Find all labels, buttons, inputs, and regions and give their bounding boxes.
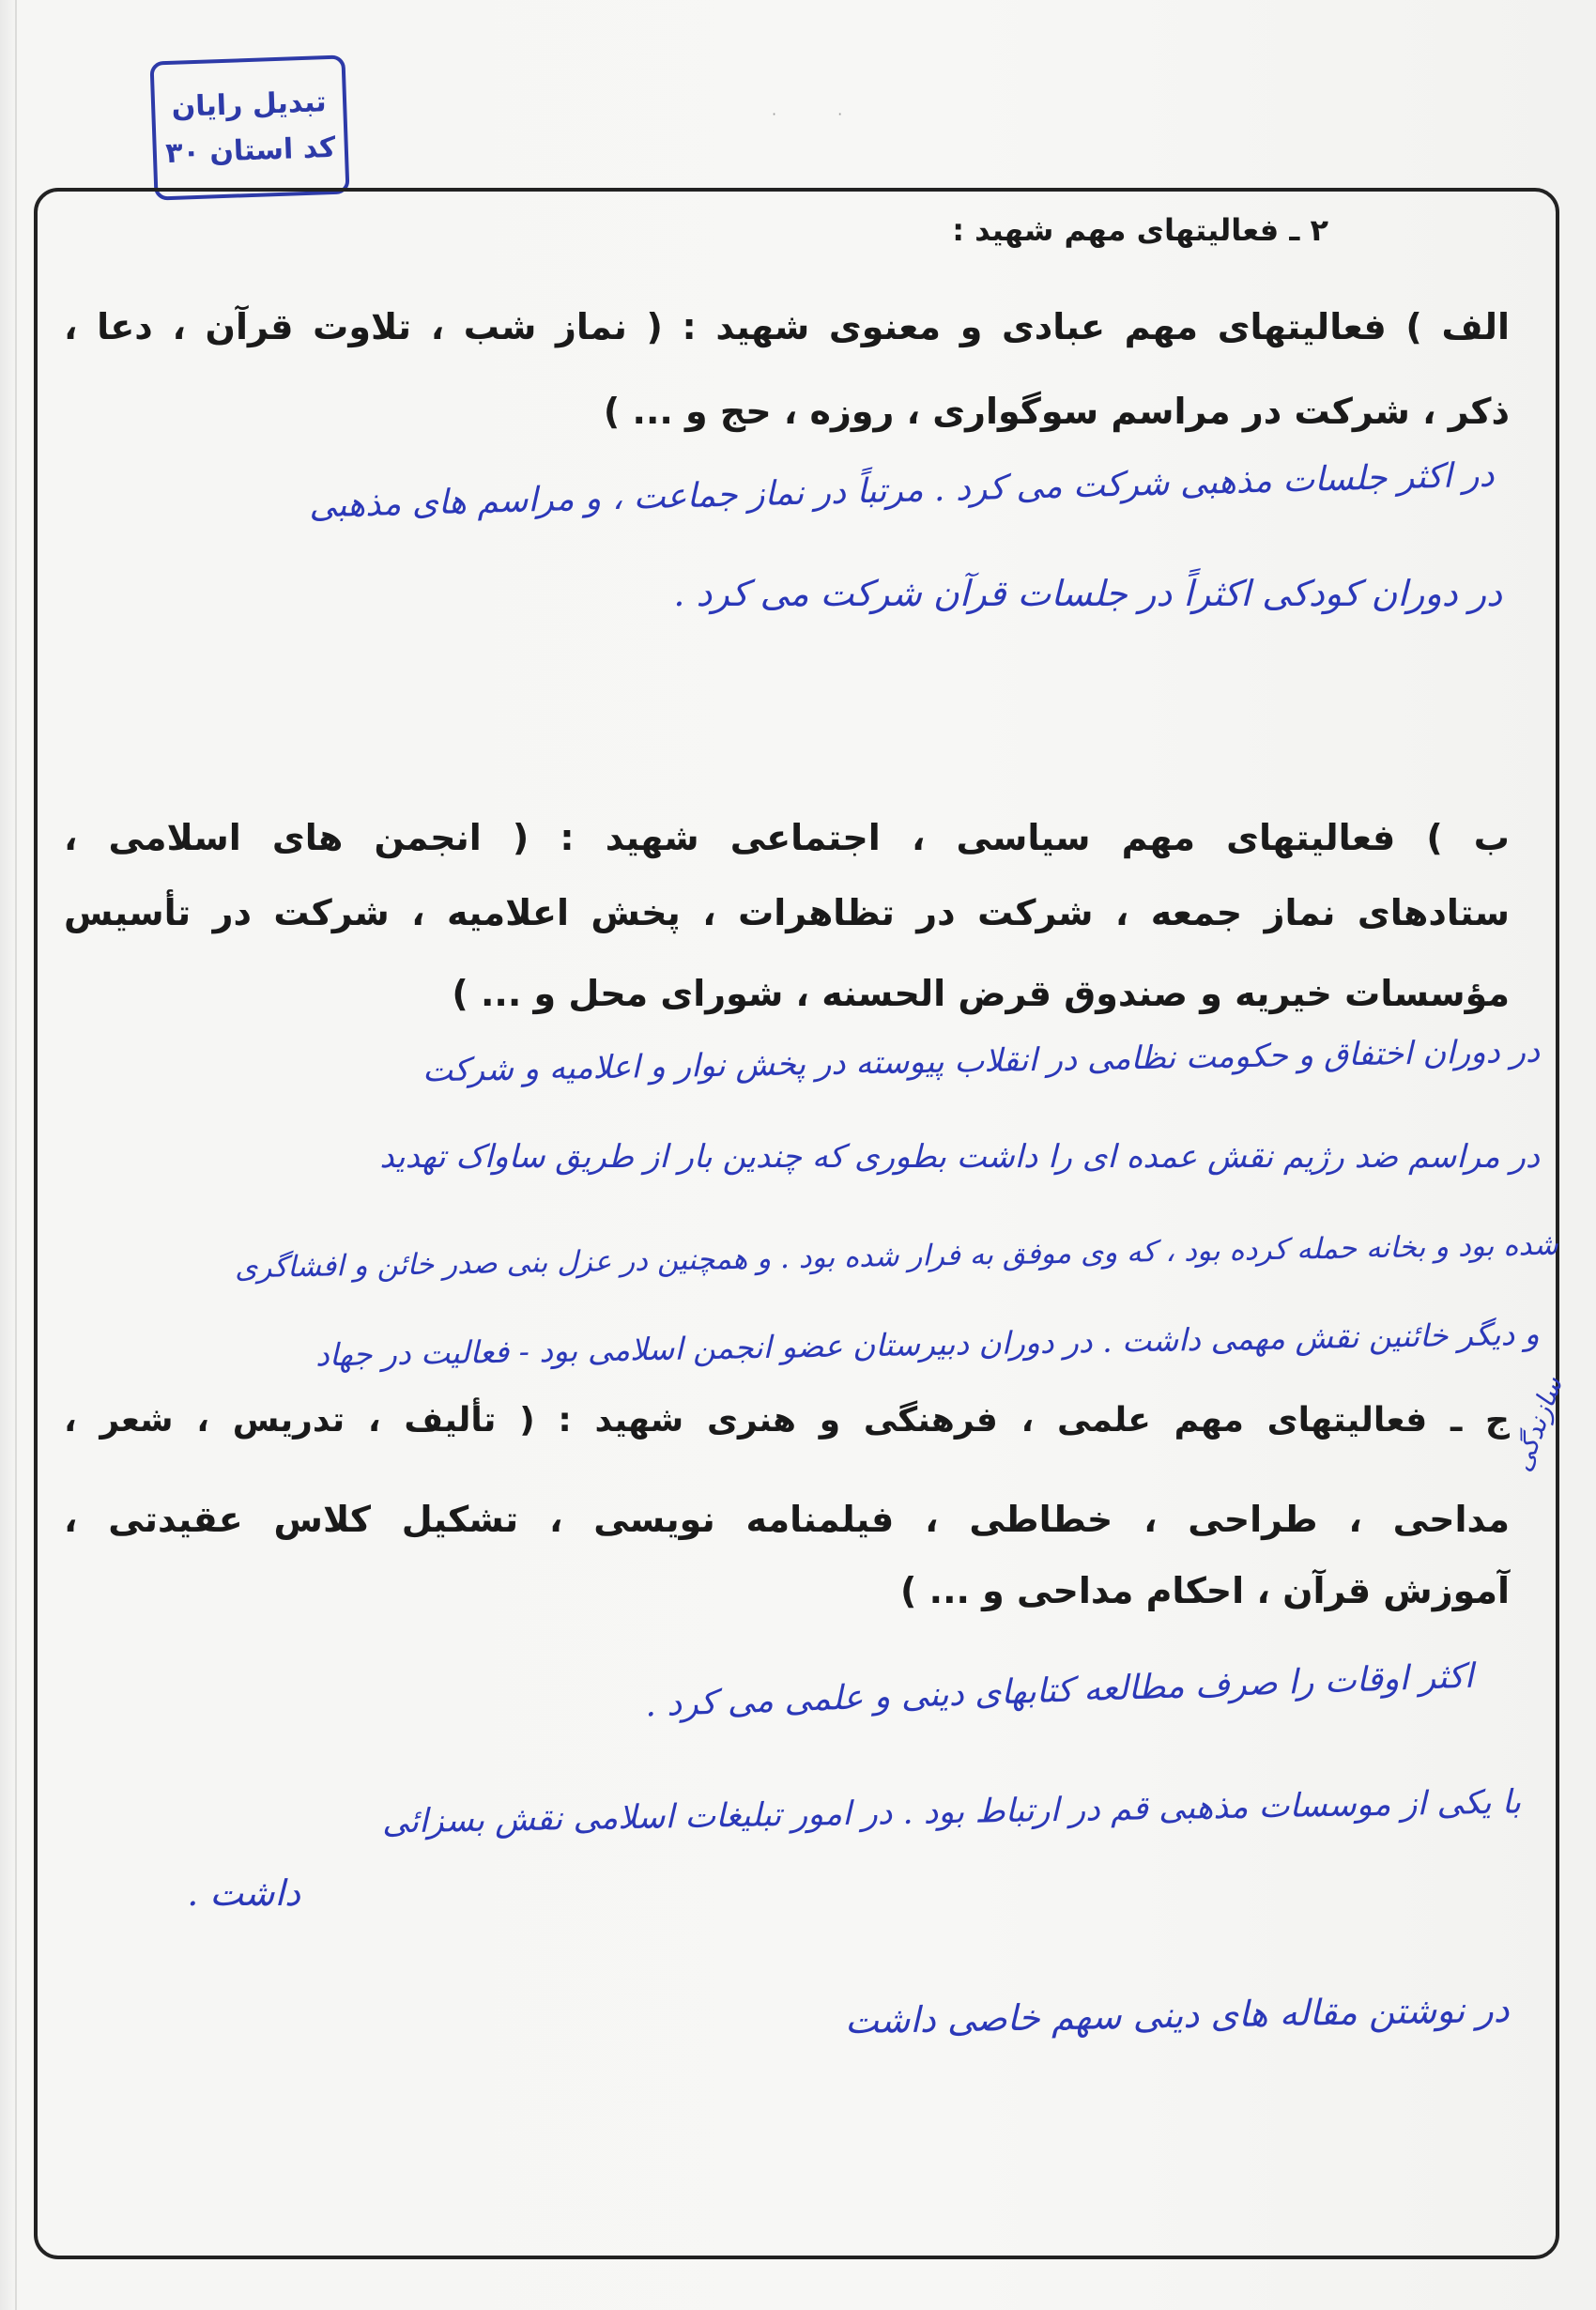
part-b-handwritten-line-2: در مراسم ضد رژیم نقش عمده ای را داشت بطوری که چندین بار از طریق ساواک تهدید <box>379 1138 1540 1176</box>
part-a-handwritten-line-1: در اکثر جلسات مذهبی شرکت می کرد . مرتباً در نماز جماعت ، و مراسم های مذهبی <box>308 455 1496 526</box>
part-a-printed-line-1: الف ) فعالیتهای مهم عبادی و معنوی شهید : ( نماز شب ، تلاوت قرآن ، دعا ، <box>64 306 1510 347</box>
part-c-handwritten-line-3: داشت . <box>187 1872 300 1914</box>
part-b-printed-line-1: ب ) فعالیتهای مهم سیاسی ، اجتماعی شهید : ( انجمن های اسلامی ، <box>64 817 1510 858</box>
part-c-handwritten-line-1: اکثر اوقات را صرف مطالعه کتابهای دینی و علمی می کرد . <box>644 1656 1475 1725</box>
part-a-printed-line-2: ذکر ، شرکت در مراسم سوگواری ، روزه ، حج و ... ) <box>603 391 1510 432</box>
section-heading: ۲ ـ فعالیتهای مهم شهید : <box>952 212 1328 248</box>
stamp-line-2: کد استان ۳۰ <box>164 131 337 171</box>
part-c-printed-line-1: ج ـ فعالیتهای مهم علمی ، فرهنگی و هنری شهید : ( تألیف ، تدریس ، شعر ، <box>64 1401 1510 1440</box>
paper-edge <box>15 0 17 2310</box>
archive-stamp <box>149 54 349 200</box>
part-c-handwritten-line-4: در نوشتن مقاله های دینی سهم خاصی داشت <box>844 1988 1511 2042</box>
part-b-handwritten-line-5: سازندگی <box>1506 1372 1570 1476</box>
part-c-printed-line-3: آموزش قرآن ، احکام مداحی و ... ) <box>900 1570 1510 1611</box>
scan-smudge: · · <box>772 105 871 123</box>
part-a-handwritten-line-2: در دوران کودکی اکثراً در جلسات قرآن شرکت می کرد . <box>673 573 1502 614</box>
part-b-handwritten-line-3: شده بود و بخانه حمله کرده بود ، که وی موفق به فرار شده بود . و همچنین در عزل بنی صدر خائن و افشاگری <box>234 1227 1559 1286</box>
part-c-printed-line-2: مداحی ، طراحی ، خطاطی ، فیلمنامه نویسی ، تشکیل کلاس عقیدتی ، <box>64 1499 1510 1540</box>
part-b-handwritten-line-1: در دوران اختفاق و حکومت نظامی در انقلاب پیوسته در پخش نوار و اعلامیه و شرکت <box>422 1032 1541 1090</box>
part-b-printed-line-2: ستادهای نماز جمعه ، شرکت در تظاهرات ، پخش اعلامیه ، شرکت در تأسیس <box>64 892 1510 933</box>
part-b-printed-line-3: مؤسسات خیریه و صندوق قرض الحسنه ، شورای محل و ... ) <box>452 973 1510 1014</box>
part-c-handwritten-line-2: با یکی از موسسات مذهبی قم در ارتباط بود . در امور تبلیغات اسلامی نقش بسزائی <box>381 1783 1522 1841</box>
part-b-handwritten-line-4: و دیگر خائنین نقش مهمی داشت . در دوران دبیرستان عضو انجمن اسلامی بود - فعالیت در جهاد <box>315 1315 1541 1374</box>
stamp-line-1: تبدیل رایان <box>171 85 328 124</box>
